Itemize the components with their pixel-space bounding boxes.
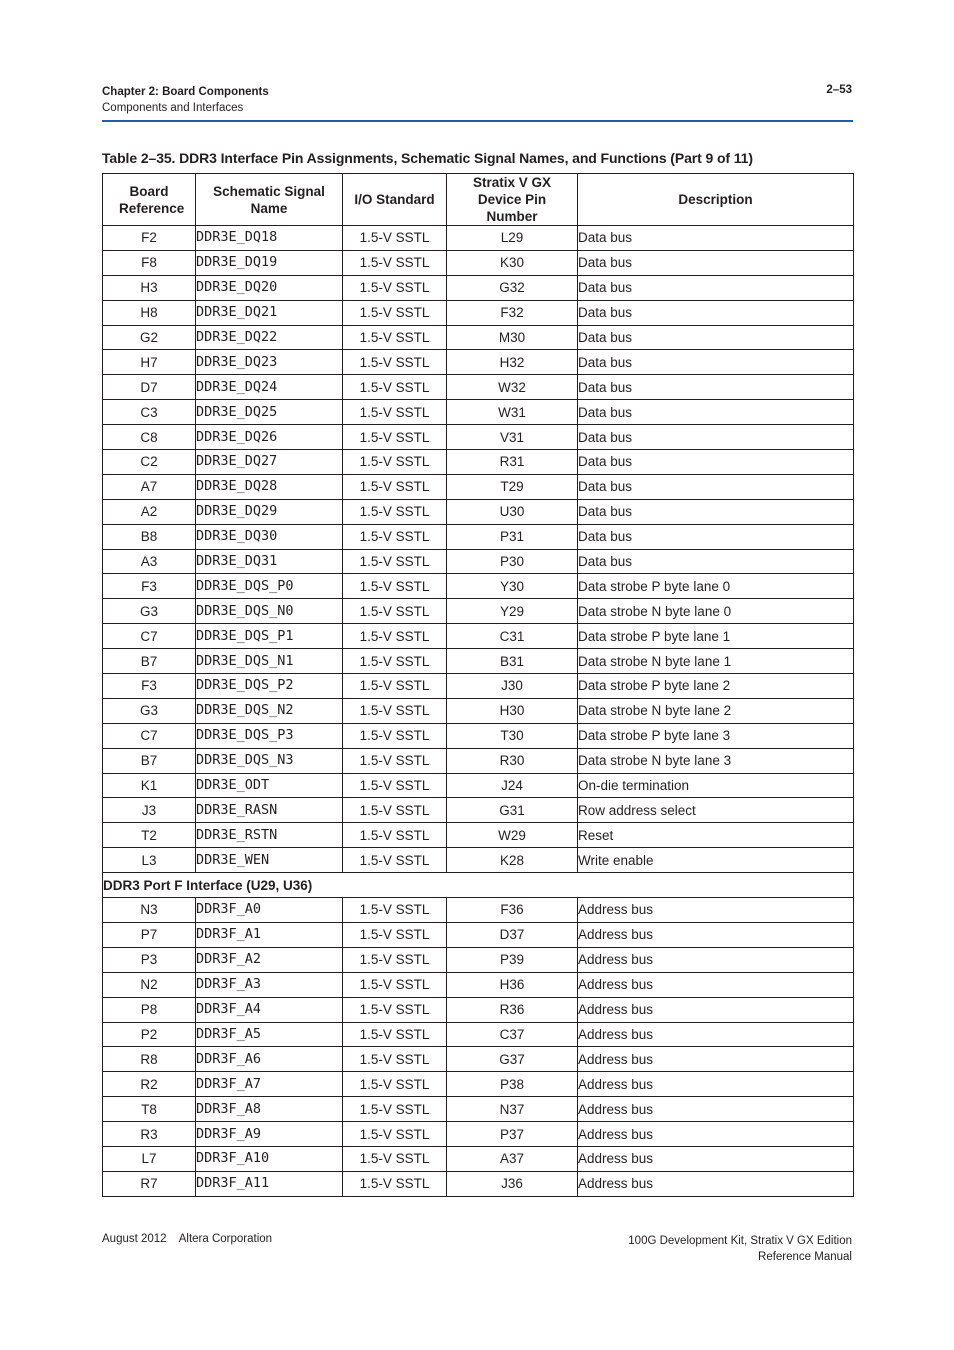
description-cell: Data bus xyxy=(578,275,854,300)
device-pin-cell: K28 xyxy=(447,848,578,873)
description-cell: Data strobe P byte lane 3 xyxy=(578,723,854,748)
description-cell: Data strobe N byte lane 2 xyxy=(578,698,854,723)
table-row xyxy=(103,823,854,848)
device-pin-cell: W29 xyxy=(447,823,578,848)
io-standard-cell: 1.5-V SSTL xyxy=(343,1146,447,1171)
signal-name-cell: DDR3E_DQ28 xyxy=(196,474,343,499)
table-row xyxy=(103,698,854,723)
signal-name-cell: DDR3F_A1 xyxy=(196,922,343,947)
signal-name-cell: DDR3E_DQ19 xyxy=(196,250,343,275)
signal-name-cell: DDR3F_A0 xyxy=(196,898,343,923)
board-reference-cell: P3 xyxy=(103,947,196,972)
header-rule xyxy=(102,120,853,122)
io-standard-cell: 1.5-V SSTL xyxy=(343,599,447,624)
io-standard-cell: 1.5-V SSTL xyxy=(343,649,447,674)
board-reference-cell: T8 xyxy=(103,1097,196,1122)
signal-name-cell: DDR3F_A2 xyxy=(196,947,343,972)
io-standard-cell: 1.5-V SSTL xyxy=(343,1072,447,1097)
board-reference-cell: F8 xyxy=(103,250,196,275)
io-standard-cell: 1.5-V SSTL xyxy=(343,499,447,524)
io-standard-cell: 1.5-V SSTL xyxy=(343,1097,447,1122)
description-cell: Address bus xyxy=(578,1047,854,1072)
io-standard-cell: 1.5-V SSTL xyxy=(343,1047,447,1072)
table-body-port-f xyxy=(103,898,854,1197)
signal-name-cell: DDR3E_DQ20 xyxy=(196,275,343,300)
table-row xyxy=(103,474,854,499)
description-cell: Data bus xyxy=(578,425,854,450)
signal-name-cell: DDR3E_DQS_P3 xyxy=(196,723,343,748)
device-pin-cell: G32 xyxy=(447,275,578,300)
footer-date-company: August 2012 Altera Corporation xyxy=(102,1233,273,1245)
table-row xyxy=(103,947,854,972)
table-row xyxy=(103,798,854,823)
device-pin-cell: Y29 xyxy=(447,599,578,624)
board-reference-cell: H7 xyxy=(103,350,196,375)
description-cell: Address bus xyxy=(578,1122,854,1147)
signal-name-cell: DDR3F_A3 xyxy=(196,972,343,997)
description-cell: Data bus xyxy=(578,450,854,475)
table-row xyxy=(103,922,854,947)
page-number: 2–53 xyxy=(826,84,852,96)
board-reference-cell: C2 xyxy=(103,450,196,475)
io-standard-cell: 1.5-V SSTL xyxy=(343,972,447,997)
board-reference-cell: F2 xyxy=(103,226,196,251)
table-row xyxy=(103,450,854,475)
table-row xyxy=(103,1171,854,1196)
table-header-row xyxy=(103,174,854,226)
description-cell: Data strobe N byte lane 3 xyxy=(578,748,854,773)
device-pin-cell: G37 xyxy=(447,1047,578,1072)
device-pin-cell: W31 xyxy=(447,400,578,425)
description-cell: Address bus xyxy=(578,997,854,1022)
table-row xyxy=(103,574,854,599)
chapter-title: Chapter 2: Board Components xyxy=(102,86,269,98)
board-reference-cell: G3 xyxy=(103,599,196,624)
description-cell: Address bus xyxy=(578,1022,854,1047)
board-reference-cell: H3 xyxy=(103,275,196,300)
device-pin-cell: J30 xyxy=(447,674,578,699)
io-standard-cell: 1.5-V SSTL xyxy=(343,624,447,649)
device-pin-cell: T30 xyxy=(447,723,578,748)
board-reference-cell: B7 xyxy=(103,748,196,773)
table-row xyxy=(103,226,854,251)
table-row xyxy=(103,1097,854,1122)
description-cell: Data bus xyxy=(578,375,854,400)
board-reference-cell: L7 xyxy=(103,1146,196,1171)
signal-name-cell: DDR3E_DQS_N0 xyxy=(196,599,343,624)
section-title: Components and Interfaces xyxy=(102,102,244,114)
description-cell: Data bus xyxy=(578,250,854,275)
io-standard-cell: 1.5-V SSTL xyxy=(343,524,447,549)
io-standard-cell: 1.5-V SSTL xyxy=(343,723,447,748)
device-pin-cell: M30 xyxy=(447,325,578,350)
signal-name-cell: DDR3E_DQ21 xyxy=(196,300,343,325)
io-standard-cell: 1.5-V SSTL xyxy=(343,300,447,325)
table-row xyxy=(103,773,854,798)
signal-name-cell: DDR3F_A11 xyxy=(196,1171,343,1196)
signal-name-cell: DDR3E_DQ25 xyxy=(196,400,343,425)
io-standard-cell: 1.5-V SSTL xyxy=(343,698,447,723)
io-standard-cell: 1.5-V SSTL xyxy=(343,474,447,499)
table-row xyxy=(103,674,854,699)
device-pin-cell: P31 xyxy=(447,524,578,549)
io-standard-cell: 1.5-V SSTL xyxy=(343,350,447,375)
table-row xyxy=(103,350,854,375)
io-standard-cell: 1.5-V SSTL xyxy=(343,848,447,873)
io-standard-cell: 1.5-V SSTL xyxy=(343,325,447,350)
board-reference-cell: J3 xyxy=(103,798,196,823)
device-pin-cell: P39 xyxy=(447,947,578,972)
pin-assignment-table xyxy=(102,173,854,1197)
table-row xyxy=(103,300,854,325)
signal-name-cell: DDR3F_A8 xyxy=(196,1097,343,1122)
device-pin-cell: H30 xyxy=(447,698,578,723)
io-standard-cell: 1.5-V SSTL xyxy=(343,1171,447,1196)
device-pin-cell: L29 xyxy=(447,226,578,251)
device-pin-cell: W32 xyxy=(447,375,578,400)
table-row xyxy=(103,723,854,748)
description-cell: Address bus xyxy=(578,1097,854,1122)
device-pin-cell: C37 xyxy=(447,1022,578,1047)
device-pin-cell: K30 xyxy=(447,250,578,275)
io-standard-cell: 1.5-V SSTL xyxy=(343,549,447,574)
device-pin-cell: B31 xyxy=(447,649,578,674)
signal-name-cell: DDR3E_RSTN xyxy=(196,823,343,848)
description-cell: Data bus xyxy=(578,549,854,574)
running-header xyxy=(102,84,269,116)
table-row xyxy=(103,1047,854,1072)
footer-doc-title: 100G Development Kit, Stratix V GX Edition xyxy=(628,1235,852,1247)
board-reference-cell: D7 xyxy=(103,375,196,400)
io-standard-cell: 1.5-V SSTL xyxy=(343,823,447,848)
table-row xyxy=(103,1146,854,1171)
board-reference-cell: P7 xyxy=(103,922,196,947)
description-cell: Data strobe P byte lane 0 xyxy=(578,574,854,599)
description-cell: Data bus xyxy=(578,226,854,251)
description-cell: Data bus xyxy=(578,325,854,350)
io-standard-cell: 1.5-V SSTL xyxy=(343,400,447,425)
table-row xyxy=(103,624,854,649)
device-pin-cell: R36 xyxy=(447,997,578,1022)
signal-name-cell: DDR3E_DQ27 xyxy=(196,450,343,475)
description-cell: Address bus xyxy=(578,1146,854,1171)
board-reference-cell: N3 xyxy=(103,898,196,923)
board-reference-cell: P8 xyxy=(103,997,196,1022)
description-cell: Data strobe N byte lane 0 xyxy=(578,599,854,624)
io-standard-cell: 1.5-V SSTL xyxy=(343,450,447,475)
signal-name-cell: DDR3E_DQS_P1 xyxy=(196,624,343,649)
description-cell: Address bus xyxy=(578,947,854,972)
description-cell: Write enable xyxy=(578,848,854,873)
table-body-port-e xyxy=(103,226,854,873)
signal-name-cell: DDR3E_RASN xyxy=(196,798,343,823)
io-standard-cell: 1.5-V SSTL xyxy=(343,997,447,1022)
io-standard-cell: 1.5-V SSTL xyxy=(343,425,447,450)
device-pin-cell: N37 xyxy=(447,1097,578,1122)
board-reference-cell: R3 xyxy=(103,1122,196,1147)
signal-name-cell: DDR3E_DQ30 xyxy=(196,524,343,549)
description-cell: Address bus xyxy=(578,1072,854,1097)
device-pin-cell: C31 xyxy=(447,624,578,649)
section-row xyxy=(103,873,854,898)
board-reference-cell: B7 xyxy=(103,649,196,674)
table-row xyxy=(103,375,854,400)
table-row xyxy=(103,848,854,873)
section-label: DDR3 Port F Interface (U29, U36) xyxy=(103,873,854,898)
signal-name-cell: DDR3E_DQS_P0 xyxy=(196,574,343,599)
signal-name-cell: DDR3E_DQS_N3 xyxy=(196,748,343,773)
io-standard-cell: 1.5-V SSTL xyxy=(343,574,447,599)
device-pin-cell: U30 xyxy=(447,499,578,524)
board-reference-cell: R8 xyxy=(103,1047,196,1072)
device-pin-cell: A37 xyxy=(447,1146,578,1171)
table-caption: Table 2–35. DDR3 Interface Pin Assignments, Schematic Signal Names, and Functions (Part 9 of 11) xyxy=(102,150,753,166)
signal-name-cell: DDR3F_A7 xyxy=(196,1072,343,1097)
signal-name-cell: DDR3F_A5 xyxy=(196,1022,343,1047)
col-header-description: Description xyxy=(578,174,854,226)
table-row xyxy=(103,549,854,574)
board-reference-cell: L3 xyxy=(103,848,196,873)
board-reference-cell: C3 xyxy=(103,400,196,425)
device-pin-cell: V31 xyxy=(447,425,578,450)
device-pin-cell: H36 xyxy=(447,972,578,997)
io-standard-cell: 1.5-V SSTL xyxy=(343,226,447,251)
board-reference-cell: A7 xyxy=(103,474,196,499)
description-cell: Data bus xyxy=(578,400,854,425)
board-reference-cell: H8 xyxy=(103,300,196,325)
device-pin-cell: P38 xyxy=(447,1072,578,1097)
signal-name-cell: DDR3F_A9 xyxy=(196,1122,343,1147)
board-reference-cell: N2 xyxy=(103,972,196,997)
io-standard-cell: 1.5-V SSTL xyxy=(343,798,447,823)
signal-name-cell: DDR3E_DQ18 xyxy=(196,226,343,251)
board-reference-cell: R2 xyxy=(103,1072,196,1097)
device-pin-cell: J36 xyxy=(447,1171,578,1196)
signal-name-cell: DDR3E_DQ24 xyxy=(196,375,343,400)
signal-name-cell: DDR3F_A4 xyxy=(196,997,343,1022)
description-cell: On-die termination xyxy=(578,773,854,798)
col-header-device-pin: Stratix V GX Device Pin Number xyxy=(447,174,578,226)
description-cell: Data bus xyxy=(578,350,854,375)
device-pin-cell: J24 xyxy=(447,773,578,798)
table-row xyxy=(103,275,854,300)
device-pin-cell: D37 xyxy=(447,922,578,947)
description-cell: Data strobe P byte lane 2 xyxy=(578,674,854,699)
description-cell: Data bus xyxy=(578,300,854,325)
board-reference-cell: K1 xyxy=(103,773,196,798)
signal-name-cell: DDR3E_WEN xyxy=(196,848,343,873)
board-reference-cell: P2 xyxy=(103,1022,196,1047)
io-standard-cell: 1.5-V SSTL xyxy=(343,250,447,275)
io-standard-cell: 1.5-V SSTL xyxy=(343,773,447,798)
col-header-signal-name: Schematic Signal Name xyxy=(196,174,343,226)
device-pin-cell: P30 xyxy=(447,549,578,574)
table-row xyxy=(103,325,854,350)
description-cell: Address bus xyxy=(578,898,854,923)
table-row xyxy=(103,599,854,624)
table-row xyxy=(103,649,854,674)
table-row xyxy=(103,748,854,773)
io-standard-cell: 1.5-V SSTL xyxy=(343,748,447,773)
signal-name-cell: DDR3F_A10 xyxy=(196,1146,343,1171)
board-reference-cell: T2 xyxy=(103,823,196,848)
signal-name-cell: DDR3E_DQ22 xyxy=(196,325,343,350)
col-header-io-standard: I/O Standard xyxy=(343,174,447,226)
description-cell: Address bus xyxy=(578,1171,854,1196)
io-standard-cell: 1.5-V SSTL xyxy=(343,674,447,699)
signal-name-cell: DDR3E_DQ29 xyxy=(196,499,343,524)
description-cell: Data bus xyxy=(578,474,854,499)
description-cell: Data strobe N byte lane 1 xyxy=(578,649,854,674)
board-reference-cell: F3 xyxy=(103,674,196,699)
io-standard-cell: 1.5-V SSTL xyxy=(343,898,447,923)
footer-doc-info xyxy=(628,1233,852,1265)
device-pin-cell: H32 xyxy=(447,350,578,375)
signal-name-cell: DDR3E_ODT xyxy=(196,773,343,798)
table-row xyxy=(103,1022,854,1047)
device-pin-cell: Y30 xyxy=(447,574,578,599)
device-pin-cell: F36 xyxy=(447,898,578,923)
table-row xyxy=(103,250,854,275)
table-row xyxy=(103,898,854,923)
table-row xyxy=(103,1122,854,1147)
table-row xyxy=(103,499,854,524)
io-standard-cell: 1.5-V SSTL xyxy=(343,275,447,300)
board-reference-cell: G3 xyxy=(103,698,196,723)
board-reference-cell: C8 xyxy=(103,425,196,450)
io-standard-cell: 1.5-V SSTL xyxy=(343,947,447,972)
device-pin-cell: F32 xyxy=(447,300,578,325)
signal-name-cell: DDR3F_A6 xyxy=(196,1047,343,1072)
signal-name-cell: DDR3E_DQS_N2 xyxy=(196,698,343,723)
table-row xyxy=(103,1072,854,1097)
description-cell: Row address select xyxy=(578,798,854,823)
table-row xyxy=(103,997,854,1022)
description-cell: Data bus xyxy=(578,524,854,549)
signal-name-cell: DDR3E_DQ26 xyxy=(196,425,343,450)
board-reference-cell: F3 xyxy=(103,574,196,599)
description-cell: Data strobe P byte lane 1 xyxy=(578,624,854,649)
table-row xyxy=(103,400,854,425)
board-reference-cell: A2 xyxy=(103,499,196,524)
description-cell: Address bus xyxy=(578,922,854,947)
device-pin-cell: T29 xyxy=(447,474,578,499)
board-reference-cell: B8 xyxy=(103,524,196,549)
signal-name-cell: DDR3E_DQ23 xyxy=(196,350,343,375)
device-pin-cell: R31 xyxy=(447,450,578,475)
description-cell: Data bus xyxy=(578,499,854,524)
signal-name-cell: DDR3E_DQS_N1 xyxy=(196,649,343,674)
io-standard-cell: 1.5-V SSTL xyxy=(343,1022,447,1047)
device-pin-cell: G31 xyxy=(447,798,578,823)
device-pin-cell: P37 xyxy=(447,1122,578,1147)
io-standard-cell: 1.5-V SSTL xyxy=(343,375,447,400)
device-pin-cell: R30 xyxy=(447,748,578,773)
description-cell: Address bus xyxy=(578,972,854,997)
board-reference-cell: R7 xyxy=(103,1171,196,1196)
board-reference-cell: C7 xyxy=(103,723,196,748)
board-reference-cell: C7 xyxy=(103,624,196,649)
board-reference-cell: G2 xyxy=(103,325,196,350)
io-standard-cell: 1.5-V SSTL xyxy=(343,1122,447,1147)
io-standard-cell: 1.5-V SSTL xyxy=(343,922,447,947)
signal-name-cell: DDR3E_DQS_P2 xyxy=(196,674,343,699)
table-row xyxy=(103,524,854,549)
signal-name-cell: DDR3E_DQ31 xyxy=(196,549,343,574)
description-cell: Reset xyxy=(578,823,854,848)
board-reference-cell: A3 xyxy=(103,549,196,574)
footer-doc-subtitle: Reference Manual xyxy=(758,1251,852,1263)
table-row xyxy=(103,972,854,997)
table-row xyxy=(103,425,854,450)
col-header-board-reference: Board Reference xyxy=(103,174,196,226)
